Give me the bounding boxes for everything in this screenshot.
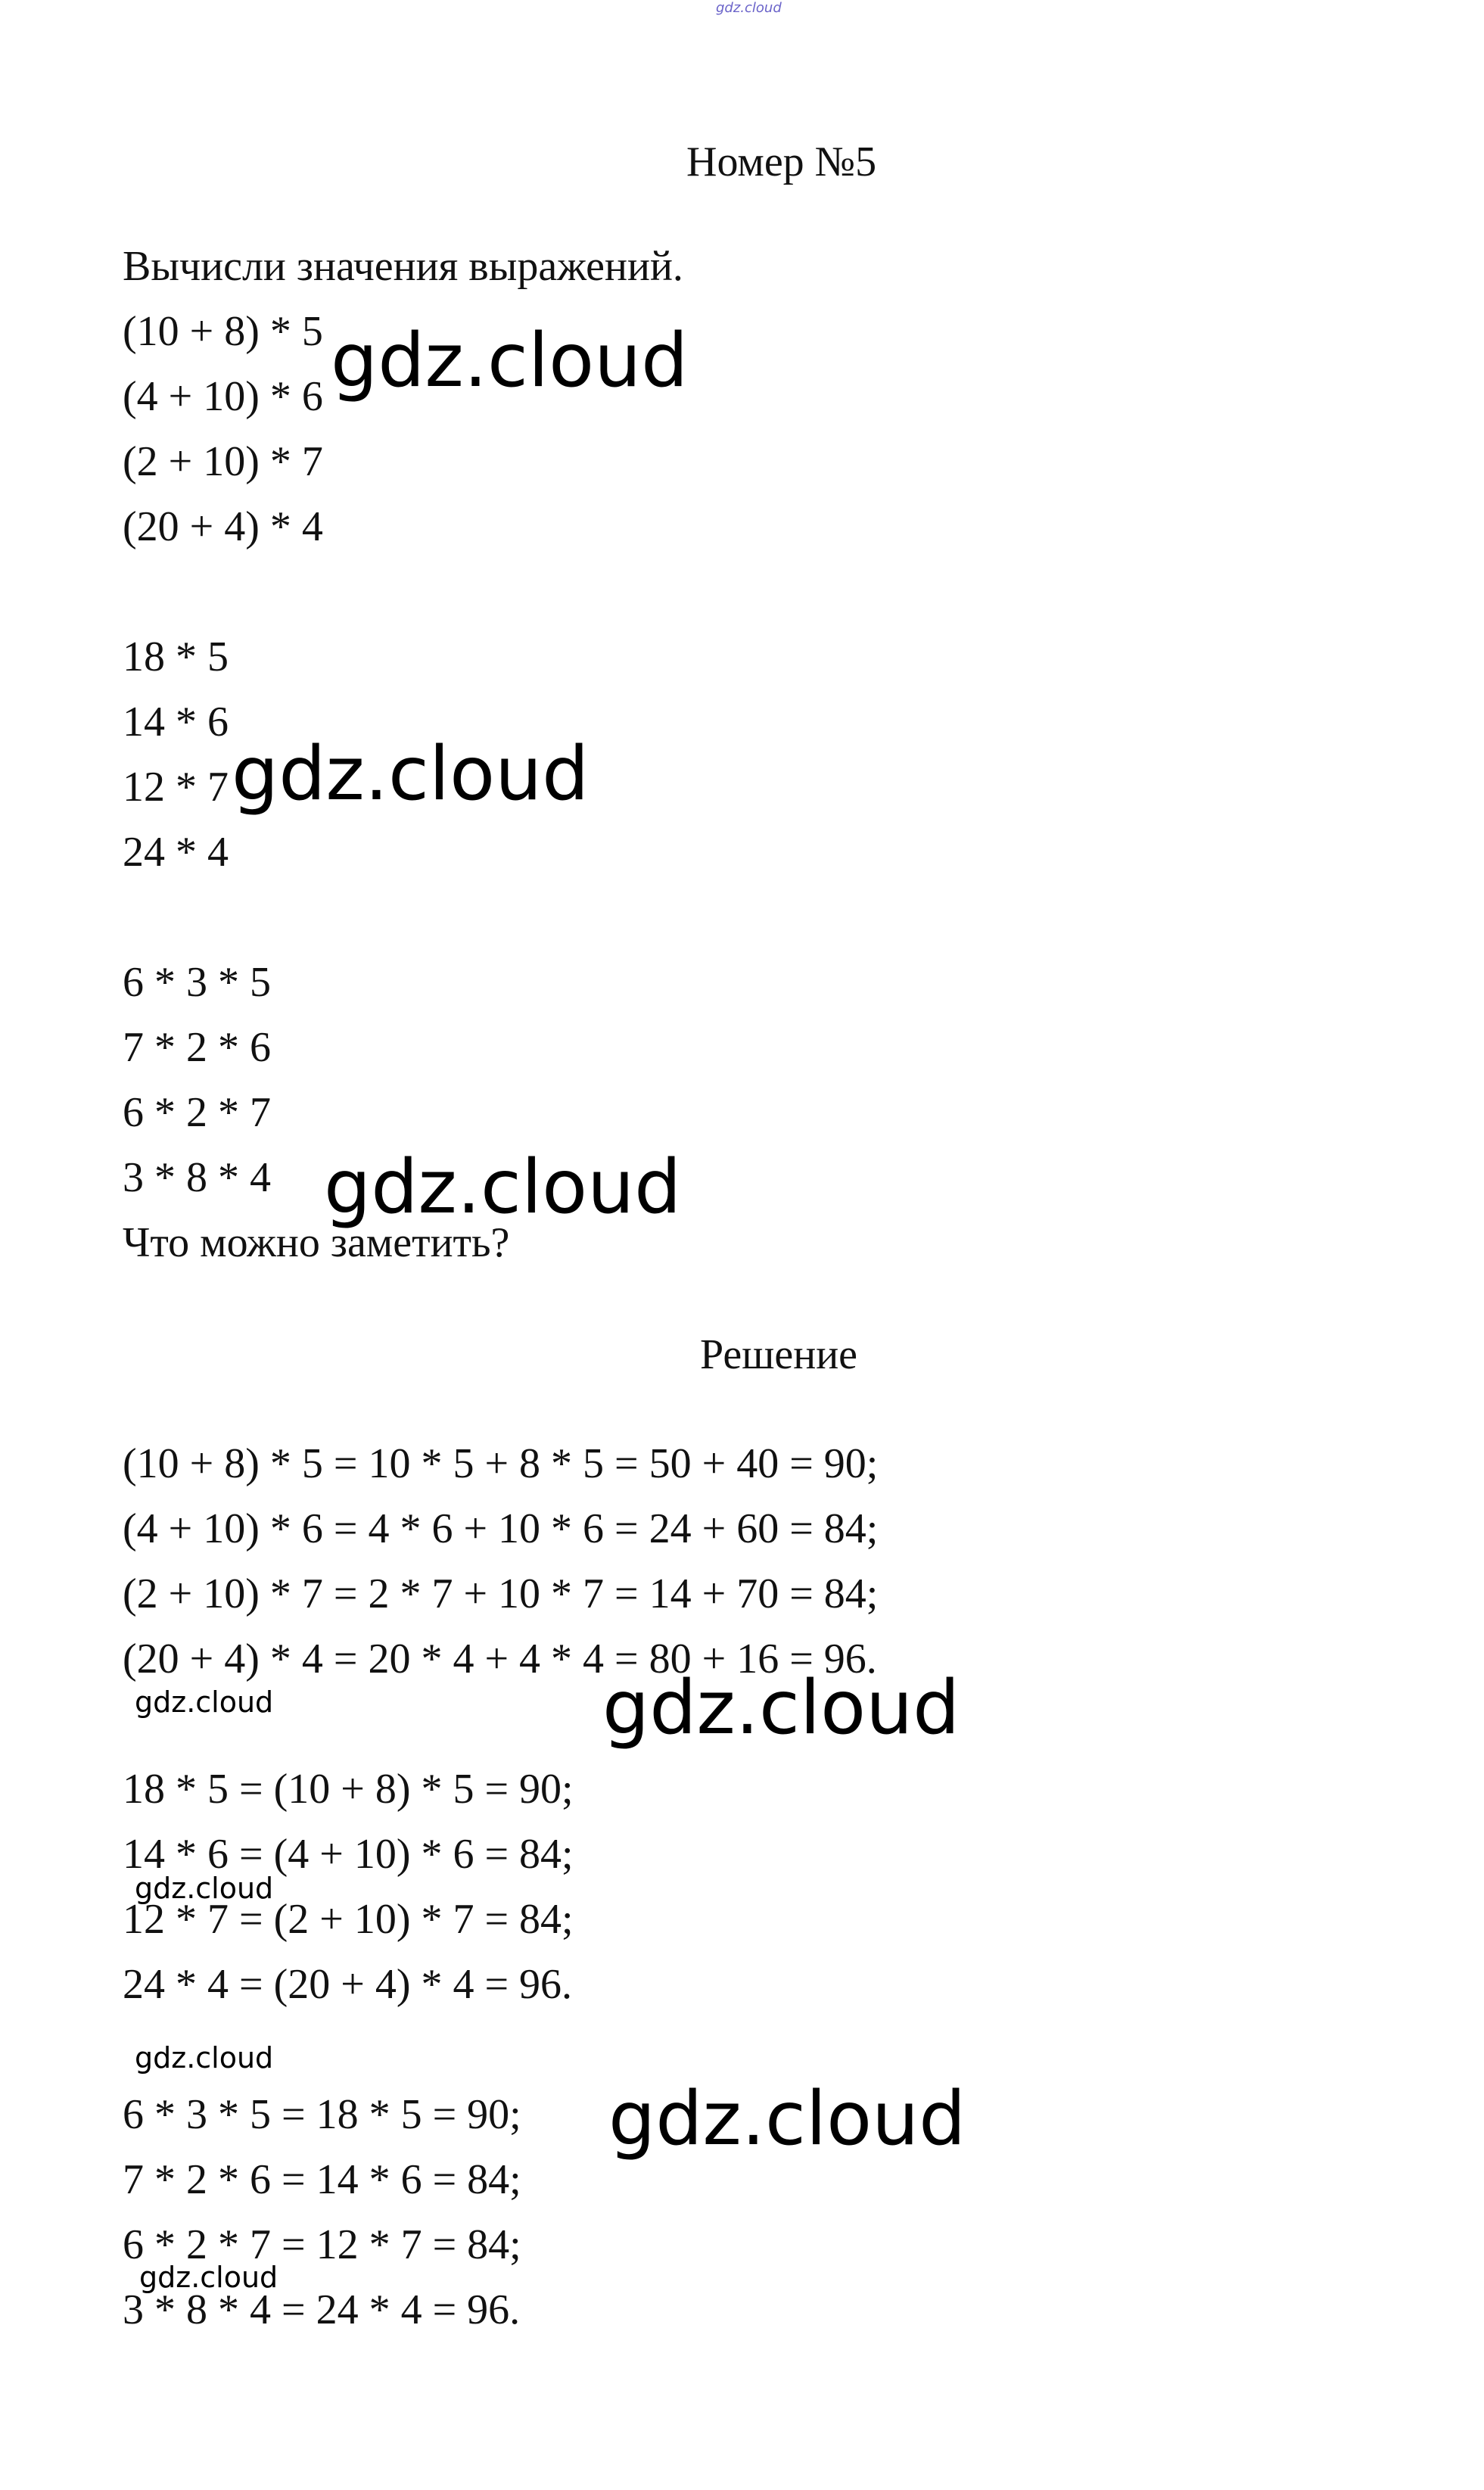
watermark-small: gdz.cloud xyxy=(139,2261,278,2294)
task-expression-1-1: (10 + 8) * 5 xyxy=(123,308,323,355)
solution-line-2-4: 24 * 4 = (20 + 4) * 4 = 96. xyxy=(123,1961,573,2008)
watermark-large: gdz.cloud xyxy=(602,1665,960,1751)
solution-line-3-3: 6 * 2 * 7 = 12 * 7 = 84; xyxy=(123,2221,521,2268)
solution-line-1-3: (2 + 10) * 7 = 2 * 7 + 10 * 7 = 14 + 70 = 84; xyxy=(123,1570,879,1617)
task-expression-3-3: 6 * 2 * 7 xyxy=(123,1089,271,1136)
watermark-large: gdz.cloud xyxy=(331,318,689,404)
solution-line-1-1: (10 + 8) * 5 = 10 * 5 + 8 * 5 = 50 + 40 = 90; xyxy=(123,1440,879,1487)
solution-line-3-4: 3 * 8 * 4 = 24 * 4 = 96. xyxy=(123,2286,521,2333)
watermark-large: gdz.cloud xyxy=(232,731,590,817)
watermark-small: gdz.cloud xyxy=(135,1685,274,1719)
solution-line-1-2: (4 + 10) * 6 = 4 * 6 + 10 * 6 = 24 + 60 = 84; xyxy=(123,1505,879,1552)
solution-heading: Решение xyxy=(700,1331,858,1378)
watermark-large: gdz.cloud xyxy=(608,2076,966,2162)
task-expression-3-1: 6 * 3 * 5 xyxy=(123,959,271,1006)
solution-line-2-1: 18 * 5 = (10 + 8) * 5 = 90; xyxy=(123,1766,574,1813)
task-expression-1-3: (2 + 10) * 7 xyxy=(123,438,323,485)
task-expression-3-2: 7 * 2 * 6 xyxy=(123,1024,271,1071)
task-expression-2-1: 18 * 5 xyxy=(123,633,229,680)
watermark-small: gdz.cloud xyxy=(135,2041,274,2074)
solution-line-3-2: 7 * 2 * 6 = 14 * 6 = 84; xyxy=(123,2156,521,2203)
task-expression-2-3: 12 * 7 xyxy=(123,764,229,811)
solution-line-2-2: 14 * 6 = (4 + 10) * 6 = 84; xyxy=(123,1831,574,1878)
task-prompt: Вычисли значения выражений. xyxy=(123,243,683,290)
task-expression-3-4: 3 * 8 * 4 xyxy=(123,1154,271,1201)
solution-line-3-1: 6 * 3 * 5 = 18 * 5 = 90; xyxy=(123,2091,521,2138)
task-expression-1-2: (4 + 10) * 6 xyxy=(123,373,323,420)
top-watermark: gdz.cloud xyxy=(716,0,782,16)
task-expression-1-4: (20 + 4) * 4 xyxy=(123,503,323,550)
page-title: Номер №5 xyxy=(686,139,877,185)
solution-line-1-4: (20 + 4) * 4 = 20 * 4 + 4 * 4 = 80 + 16 = 96. xyxy=(123,1636,877,1682)
task-question: Что можно заметить? xyxy=(123,1219,510,1266)
watermark-large: gdz.cloud xyxy=(324,1144,682,1231)
task-expression-2-4: 24 * 4 xyxy=(123,829,229,876)
solution-line-2-3: 12 * 7 = (2 + 10) * 7 = 84; xyxy=(123,1896,574,1943)
task-expression-2-2: 14 * 6 xyxy=(123,699,229,745)
watermark-small: gdz.cloud xyxy=(135,1872,274,1905)
